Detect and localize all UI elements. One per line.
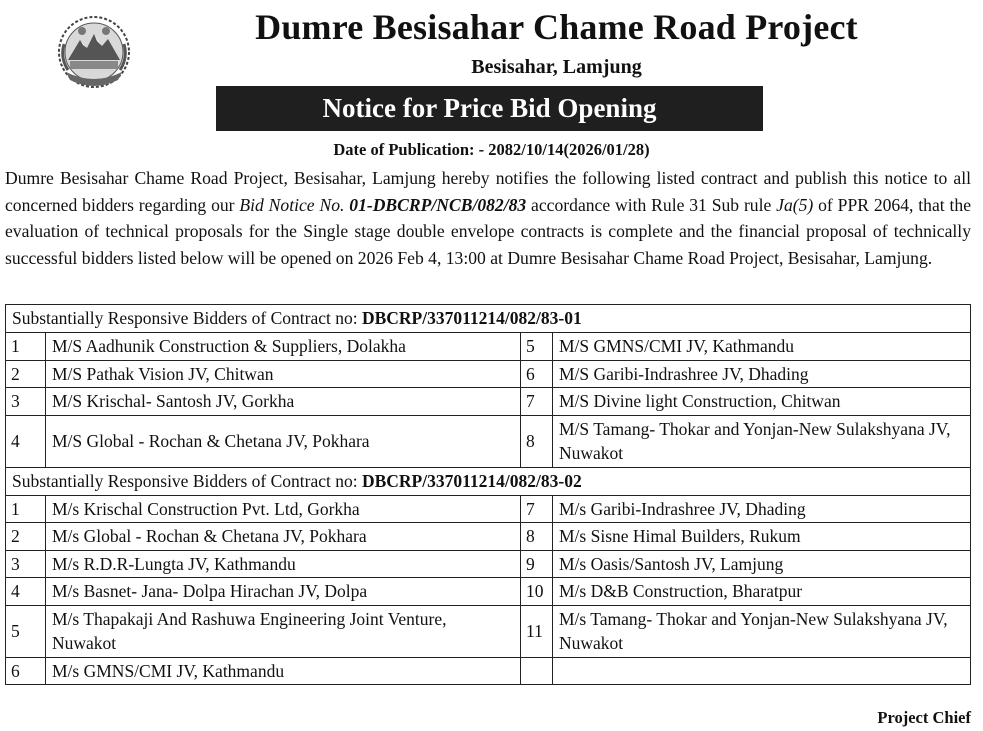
bidder-number: 5 <box>6 605 46 657</box>
bidder-number: 3 <box>6 388 46 416</box>
bidder-number: 10 <box>521 578 553 606</box>
body-part-2: accordance with Rule 31 Sub rule <box>526 194 777 215</box>
bidder-number: 2 <box>6 360 46 388</box>
rule-reference: Ja(5) <box>776 194 814 215</box>
bidder-number <box>521 657 553 685</box>
bidder-number: 3 <box>6 550 46 578</box>
bidder-number: 6 <box>521 360 553 388</box>
table-row <box>6 415 971 467</box>
bidder-name: M/S Divine light Construction, Chitwan <box>553 388 971 416</box>
bidder-name: M/s Sisne Himal Builders, Rukum <box>553 523 971 551</box>
table-row <box>6 657 971 685</box>
table-row <box>6 495 971 523</box>
table-row <box>6 550 971 578</box>
bidder-name: M/S Krischal- Santosh JV, Gorkha <box>46 388 521 416</box>
bidder-name: M/s Krischal Construction Pvt. Ltd, Gorkha <box>46 495 521 523</box>
contract-header <box>6 305 971 333</box>
table-row <box>6 578 971 606</box>
contract-number: DBCRP/337011214/082/83-01 <box>361 308 582 328</box>
contract-header-label: Substantially Responsive Bidders of Contract no: <box>12 308 362 328</box>
bidder-name: M/S Garibi-Indrashree JV, Dhading <box>553 360 971 388</box>
bidder-name: M/s Basnet- Jana- Dolpa Hirachan JV, Dolpa <box>46 578 521 606</box>
contract-header <box>6 467 971 495</box>
bidder-name: M/s Tamang- Thokar and Yonjan-New Sulakshyana JV, Nuwakot <box>553 605 971 657</box>
bidder-name: M/s GMNS/CMI JV, Kathmandu <box>46 657 521 685</box>
bidder-number: 7 <box>521 388 553 416</box>
bidder-number: 1 <box>6 333 46 361</box>
bidder-name: M/s Global - Rochan & Chetana JV, Pokhara <box>46 523 521 551</box>
bidder-number: 8 <box>521 415 553 467</box>
bidder-name: M/S Aadhunik Construction & Suppliers, Dolakha <box>46 333 521 361</box>
table-row <box>6 360 971 388</box>
bidder-name <box>553 657 971 685</box>
table-row <box>6 523 971 551</box>
page-subtitle: Besisahar, Lamjung <box>471 56 642 78</box>
contract-header-row <box>6 467 971 495</box>
bidder-number: 6 <box>6 657 46 685</box>
bidder-name: M/s Thapakaji And Rashuwa Engineering Joint Venture, Nuwakot <box>46 605 521 657</box>
bidder-number: 8 <box>521 523 553 551</box>
contract-header-row <box>6 305 971 333</box>
bidder-name: M/s D&B Construction, Bharatpur <box>553 578 971 606</box>
bidder-number: 11 <box>521 605 553 657</box>
publication-label: Date of Publication: - <box>333 140 485 159</box>
bidder-name: M/s Oasis/Santosh JV, Lamjung <box>553 550 971 578</box>
page-title: Dumre Besisahar Chame Road Project <box>255 7 858 47</box>
signature: Project Chief <box>877 708 971 727</box>
bidders-table <box>5 304 971 685</box>
bidder-name: M/S Global - Rochan & Chetana JV, Pokhara <box>46 415 521 467</box>
bid-notice-label: Bid Notice No. <box>239 194 350 215</box>
bidder-name: M/S Pathak Vision JV, Chitwan <box>46 360 521 388</box>
bidder-number: 2 <box>6 523 46 551</box>
body-part-1: Dumre Besisahar Chame Road Project, Besisahar, Lamjung hereby notifies the following listed contract and publish this notice to all concerned bidders regarding our <box>5 168 971 215</box>
bidder-number: 1 <box>6 495 46 523</box>
publication-date <box>0 140 983 160</box>
contract-header-label: Substantially Responsive Bidders of Contract no: <box>12 470 362 491</box>
table-row <box>6 388 971 416</box>
bidder-number: 4 <box>6 415 46 467</box>
bidder-number: 9 <box>521 550 553 578</box>
notice-banner: Notice for Price Bid Opening <box>216 86 763 131</box>
nepal-government-emblem-icon <box>56 14 132 94</box>
table-row <box>6 605 971 657</box>
publication-date-value: 2082/10/14(2026/01/28) <box>488 140 650 159</box>
bidder-number: 5 <box>521 333 553 361</box>
bidder-name: M/s Garibi-Indrashree JV, Dhading <box>553 495 971 523</box>
body-part-3: of PPR 2064, that the evaluation of technical proposals for the Single stage double envelope contracts is complete and the financial proposal of technically successful bidders listed below will be opened on 2026 Feb 4, 13:00 at Dumre Besisahar Chame Road Project, Besisahar, Lamjung. <box>5 194 971 268</box>
bidder-name: M/S GMNS/CMI JV, Kathmandu <box>553 333 971 361</box>
contract-number: DBCRP/337011214/082/83-02 <box>361 470 582 491</box>
bid-notice-number: 01-DBCRP/NCB/082/83 <box>349 194 527 215</box>
bidder-name: M/S Tamang- Thokar and Yonjan-New Sulakshyana JV, Nuwakot <box>553 415 971 467</box>
bidder-number: 7 <box>521 495 553 523</box>
notice-body <box>5 165 971 271</box>
bidder-number: 4 <box>6 578 46 606</box>
bidder-name: M/s R.D.R-Lungta JV, Kathmandu <box>46 550 521 578</box>
table-row <box>6 333 971 361</box>
